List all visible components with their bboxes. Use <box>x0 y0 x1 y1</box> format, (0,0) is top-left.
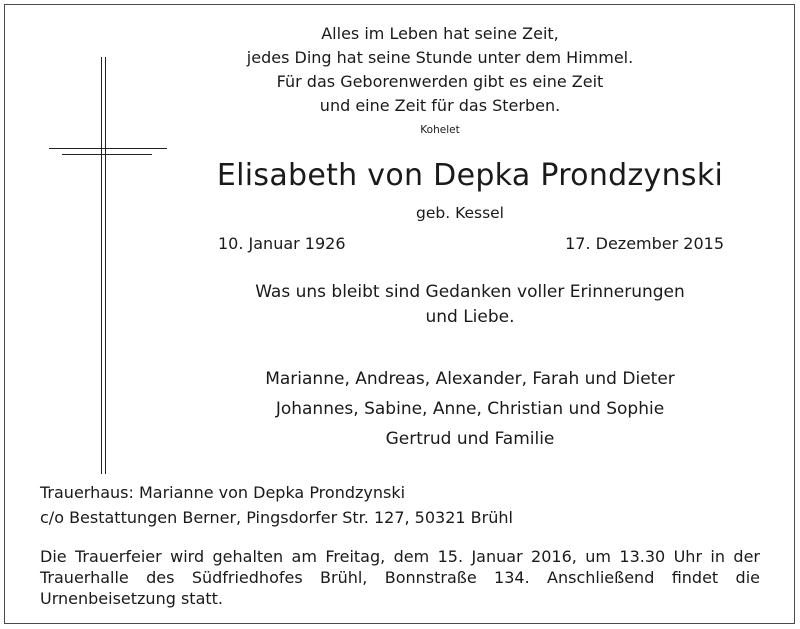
cross-vertical-line <box>105 57 106 474</box>
motto-line: und Liebe. <box>425 307 515 327</box>
verse-line: und eine Zeit für das Sterben. <box>319 96 561 115</box>
service-line: Urnenbeisetzung statt. <box>40 589 223 608</box>
mourning-house-address <box>40 480 513 530</box>
mourners-line: Marianne, Andreas, Alexander, Farah und Dieter <box>265 369 675 389</box>
mourners-line: Gertrud und Familie <box>385 429 555 449</box>
cross-vertical-line <box>101 57 102 474</box>
verse-line: Alles im Leben hat seine Zeit, <box>321 24 559 43</box>
verse <box>220 22 660 118</box>
motto <box>180 280 760 330</box>
maiden-name: geb. Kessel <box>416 204 504 222</box>
death-date: 17. Dezember 2015 <box>565 234 724 253</box>
mourners-line: Johannes, Sabine, Anne, Christian und Sophie <box>275 399 665 419</box>
deceased-name: Elisabeth von Depka Prondzynski <box>216 158 724 193</box>
address-line: Trauerhaus: Marianne von Depka Prondzynski <box>40 483 406 502</box>
cross-horizontal-line <box>62 154 152 155</box>
cross-horizontal-line <box>49 148 167 149</box>
verse-line: Für das Geborenwerden gibt es eine Zeit <box>276 72 604 91</box>
mourners <box>180 364 760 454</box>
service-line: Die Trauerfeier wird gehalten am Freitag, dem 15. Januar 2016, um 13.30 Uhr in der <box>40 547 760 566</box>
verse-source: Kohelet <box>420 124 460 136</box>
funeral-service-info <box>40 546 760 609</box>
birth-date: 10. Januar 1926 <box>218 234 346 253</box>
verse-line: jedes Ding hat seine Stunde unter dem Himmel. <box>246 48 634 67</box>
service-line: Trauerhalle des Südfriedhofes Brühl, Bonnstraße 134. Anschließend findet die <box>40 568 760 587</box>
motto-line: Was uns bleibt sind Gedanken voller Erinnerungen <box>255 282 685 302</box>
address-line: c/o Bestattungen Berner, Pingsdorfer Str. 127, 50321 Brühl <box>40 508 513 527</box>
